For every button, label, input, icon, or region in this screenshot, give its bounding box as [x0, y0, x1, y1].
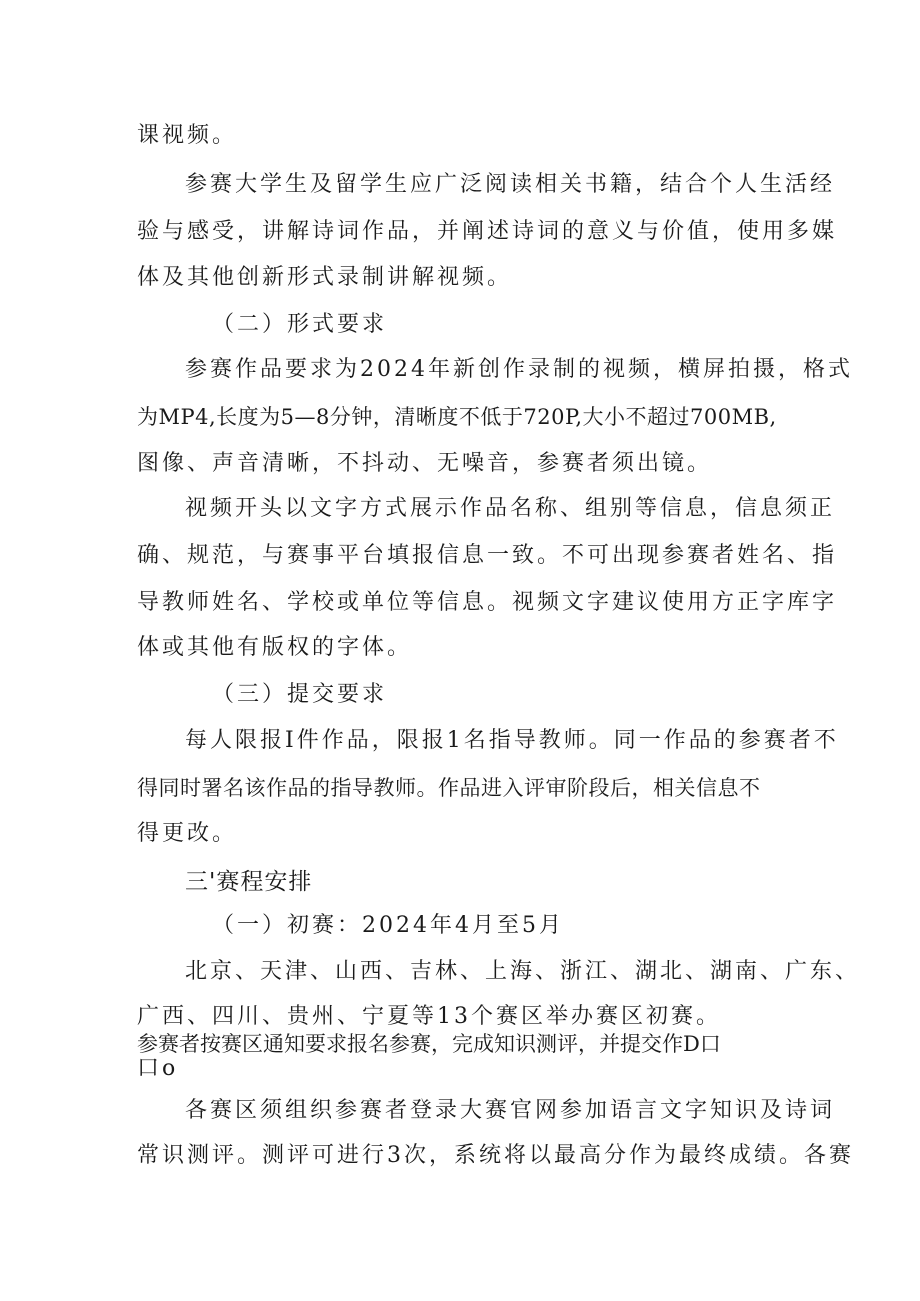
paragraph-line: 课视频。: [137, 123, 238, 148]
paragraph-line: 为MP4,长度为5—8分钟，清晰度不低于720P,大小不超过700MB,: [137, 405, 777, 429]
paragraph-line: 视频开头以文字方式展示作品名称、组别等信息，信息须正: [185, 496, 836, 521]
paragraph-line: 体及其他创新形式录制讲解视频。: [137, 265, 513, 290]
paragraph-line: 常识测评。测评可进行3次，系统将以最高分作为最终成绩。各赛: [137, 1143, 854, 1168]
paragraph-line: 图像、声音清晰，不抖动、无噪音，参赛者须出镜。: [137, 451, 713, 476]
paragraph-line: 参赛者按赛区通知要求报名参赛，完成知识测评，并提交作D口: [137, 1032, 721, 1056]
paragraph-line: 导教师姓名、学校或单位等信息。视频文字建议使用方正字库字: [137, 590, 838, 615]
paragraph-line: 参赛大学生及留学生应广泛阅读相关书籍，结合个人生活经: [185, 172, 836, 197]
paragraph-line: 得同时署名该作品的指导教师。作品进入评审阶段后，相关信息不: [137, 776, 761, 800]
paragraph-line: 每人限报I件作品，限报1名指导教师。同一作品的参赛者不: [185, 728, 839, 753]
section-subheading: （二）形式要求: [212, 312, 388, 337]
paragraph-line: 广西、四川、贵州、宁夏等13个赛区举办赛区初赛。: [137, 1004, 721, 1029]
section-subheading: （一）初赛：2024年4月至5月: [212, 913, 564, 938]
paragraph-line: 各赛区须组织参赛者登录大赛官网参加语言文字知识及诗词: [185, 1098, 836, 1123]
paragraph-line: 确、规范，与赛事平台填报信息一致。不可出现参赛者姓名、指: [137, 543, 838, 568]
paragraph-line: 体或其他有版权的字体。: [137, 635, 413, 660]
paragraph-line: 得更改。: [137, 821, 238, 846]
paragraph-line: 北京、天津、山西、吉林、上海、浙江、湖北、湖南、广东、: [185, 959, 861, 984]
paragraph-line: 口o: [137, 1056, 179, 1081]
section-heading: 三'赛程安排: [185, 869, 313, 895]
paragraph-line: 验与感受，讲解诗词作品，并阐述诗词的意义与价值，使用多媒: [137, 219, 838, 244]
paragraph-line: 参赛作品要求为2024年新创作录制的视频，横屏拍摄，格式: [185, 357, 853, 382]
section-subheading: （三）提交要求: [212, 682, 388, 707]
